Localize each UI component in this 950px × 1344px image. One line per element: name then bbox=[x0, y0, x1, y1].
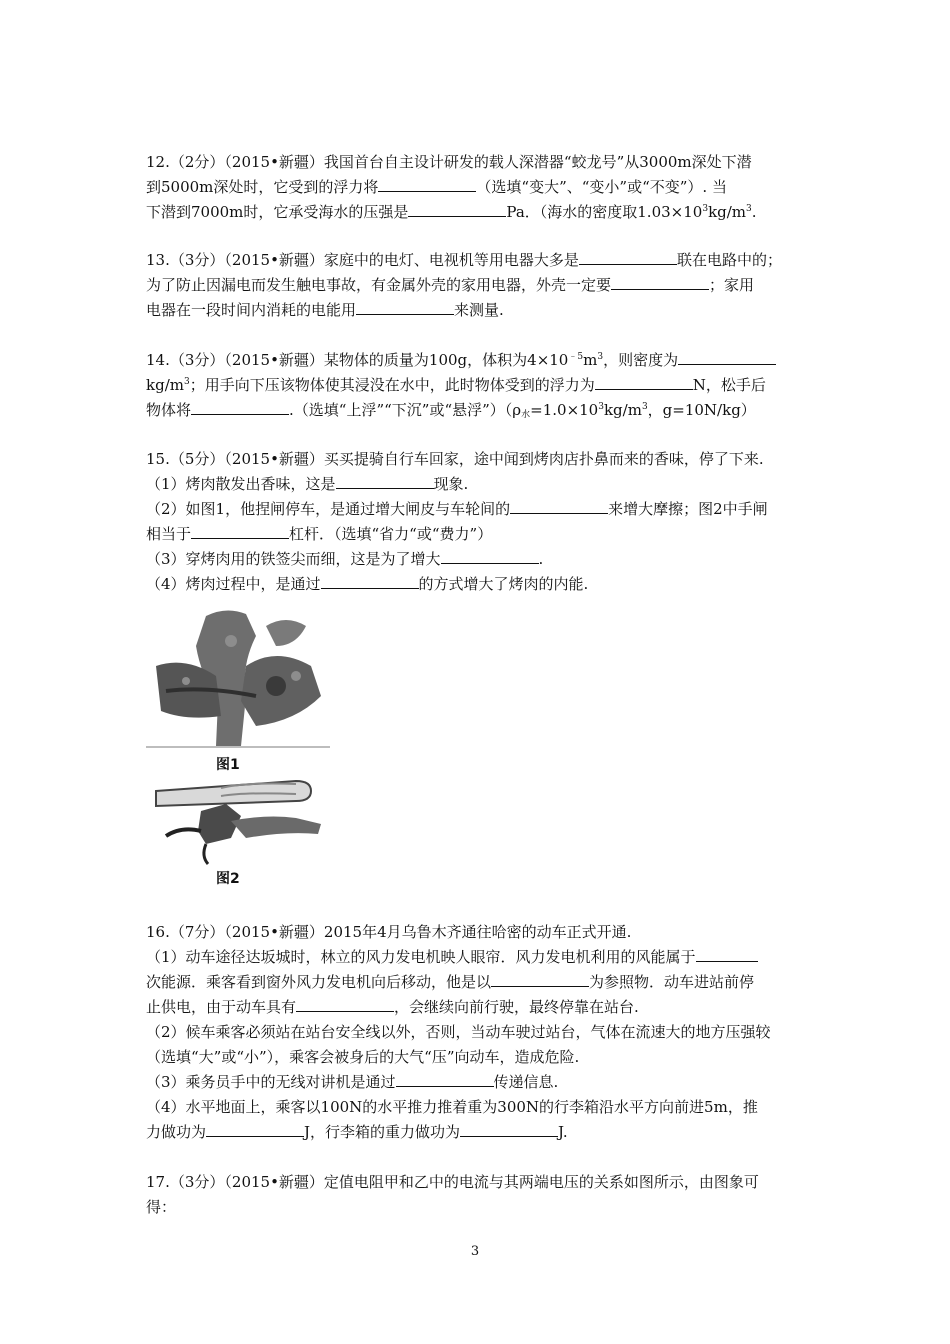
figure-2-caption: 图2 bbox=[216, 871, 240, 887]
answer-blank bbox=[595, 374, 693, 390]
q16-line6: （选填“大”或“小”），乘客会被身后的大气“压”向动车，造成危险. bbox=[146, 1048, 580, 1066]
answer-blank bbox=[191, 523, 289, 539]
answer-blank bbox=[321, 573, 419, 589]
q12-line2: 到5000m深处时，它受到的浮力将 （选填“变大”、“变小”或“不变”）. 当 bbox=[146, 178, 727, 196]
q16-line9: 力做功为 J，行李箱的重力做功为 J. bbox=[146, 1123, 568, 1141]
figure-2-photo bbox=[156, 781, 321, 864]
question-17 bbox=[146, 1170, 810, 1220]
question-12 bbox=[146, 150, 810, 225]
q16-line7: （3）乘务员手中的无线对讲机是通过 传递信息. bbox=[146, 1073, 559, 1091]
q16-line3: 次能源．乘客看到窗外风力发电机向后移动，他是以 为参照物．动车进站前停 bbox=[146, 973, 755, 991]
q16-line4: 止供电，由于动车具有 ，会继续向前行驶，最终停靠在站台. bbox=[146, 998, 639, 1016]
answer-blank bbox=[696, 946, 758, 962]
answer-blank bbox=[396, 1071, 494, 1087]
answer-blank bbox=[356, 299, 454, 315]
answer-blank bbox=[206, 1121, 304, 1137]
q16-line2: （1）动车途径达坂城时，林立的风力发电机映人眼帘．风力发电机利用的风能属于 bbox=[146, 945, 810, 970]
answer-blank bbox=[611, 274, 709, 290]
q15-line6: （4）烤肉过程中，是通过 的方式增大了烤肉的内能. bbox=[146, 575, 589, 593]
q15-line3: （2）如图1，他捏闸停车，是通过增大闸皮与车轮间的 来增大摩擦；图2中手闸 bbox=[146, 500, 768, 518]
q14-line3: 物体将 .（选填“上浮”“下沉”或“悬浮$”)(\rho_水=1.0\times 10^3kg/m^3$，g=10N/kg） bbox=[146, 401, 756, 420]
question-15 bbox=[146, 447, 810, 597]
q12-line3: 下潜到7000m时，它承受海水的压强是 Pa．（海水的密度取$1.03\times 10^3kg/m^3$. bbox=[146, 203, 757, 221]
page-number: 3 bbox=[470, 1244, 480, 1259]
q14-line2: $kg/m^3$；用手向下压该物体使其浸没在水中，此时物体受到的浮力为 N，松手后 bbox=[146, 376, 766, 394]
q13-line2: 为了防止因漏电而发生触电事故，有金属外壳的家用电器，外壳一定要 ；家用 bbox=[146, 276, 755, 294]
question-14 bbox=[146, 348, 810, 423]
answer-blank bbox=[460, 1121, 558, 1137]
figure-1-caption: 图1 bbox=[216, 757, 240, 773]
q15-line4: 相当于 杠杆．（选填“省力“或“费力”） bbox=[146, 525, 493, 543]
figure-1-photo bbox=[146, 606, 330, 756]
answer-blank bbox=[408, 201, 506, 217]
q15-line5: （3）穿烤肉用的铁签尖而细，这是为了增大 . bbox=[146, 550, 544, 568]
answer-blank bbox=[191, 399, 289, 415]
answer-blank bbox=[336, 473, 434, 489]
brake-photo-illustration bbox=[146, 606, 330, 896]
answer-blank bbox=[441, 548, 539, 564]
q17-line2: 得： bbox=[146, 1198, 177, 1216]
q13-line3: 电器在一段时间内消耗的电能用 来测量. bbox=[146, 301, 504, 319]
q17-line1: 17.（3分）（2015•新疆）定值电阻甲和乙中的电流与其两端电压的关系如图所示，由图象可 bbox=[146, 1173, 759, 1191]
q15-line1: 15.（5分）（2015•新疆）买买提骑自行车回家，途中闻到烤肉店扑鼻而来的香味，停了下来. bbox=[146, 450, 764, 468]
q12-line1: 12.（2分）（2015•新疆）我国首台自主设计研发的载人深潜器“蛟龙号”从3000m深处下潜 bbox=[146, 153, 752, 171]
figure-bicycle-brake bbox=[146, 606, 330, 896]
question-16 bbox=[146, 920, 810, 1145]
answer-blank bbox=[510, 498, 608, 514]
question-13 bbox=[146, 248, 810, 323]
q16-line8: （4）水平地面上，乘客以100N的水平推力推着重为300N的行李箱沿水平方向前进5m，推 bbox=[146, 1098, 758, 1116]
q15-line2: （1）烤肉散发出香味，这是 现象. bbox=[146, 475, 469, 493]
answer-blank bbox=[579, 249, 677, 265]
answer-blank bbox=[678, 349, 776, 365]
q14-line1: 14.（3分）（2015•新疆）某物体的质量为100g，体积为$4\times 10^{﹣5}m^3$，则密度为 bbox=[146, 348, 810, 373]
q16-line5: （2）候车乘客必须站在站台安全线以外，否则，当动车驶过站台，气体在流速大的地方压强较 bbox=[146, 1023, 771, 1041]
answer-blank bbox=[378, 176, 476, 192]
q16-line1: 16.（7分）（2015•新疆）2015年4月乌鲁木齐通往哈密的动车正式开通. bbox=[146, 923, 632, 941]
answer-blank bbox=[296, 996, 394, 1012]
q13-line1: 13.（3分）（2015•新疆）家庭中的电灯、电视机等用电器大多是 联在电路中的； bbox=[146, 251, 782, 269]
answer-blank bbox=[491, 971, 589, 987]
